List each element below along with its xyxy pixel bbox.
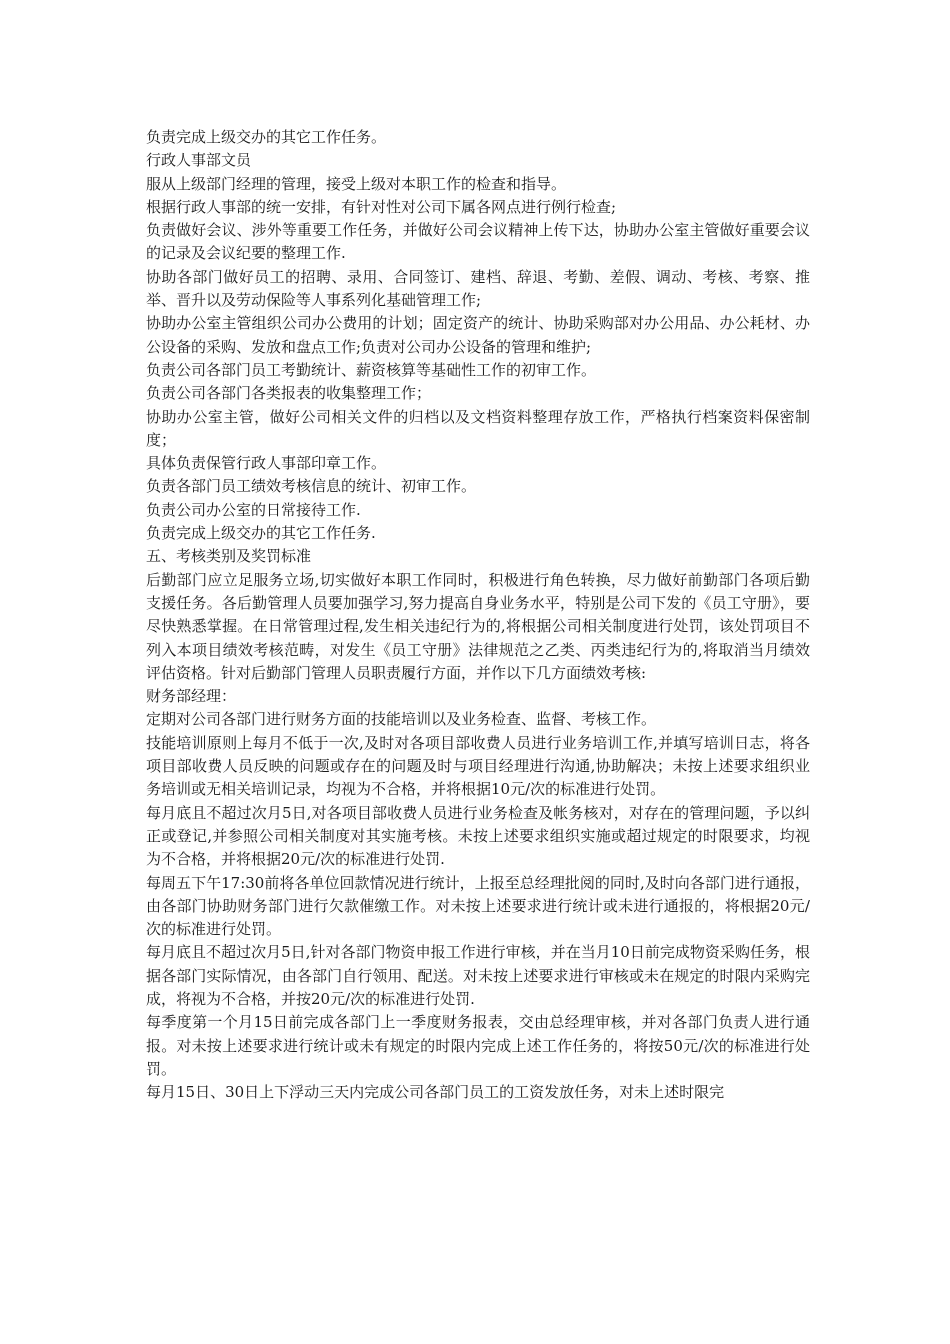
paragraph: 负责公司各部门员工考勤统计、薪资核算等基础性工作的初审工作。 bbox=[146, 360, 597, 379]
paragraph: 协助各部门做好员工的招聘、录用、合同签订、建档、辞退、考勤、差假、调动、考核、考察、推举、晋升以及劳动保险等人事系列化基础管理工作; bbox=[146, 267, 810, 310]
paragraph: 服从上级部门经理的管理，接受上级对本职工作的检查和指导。 bbox=[146, 174, 567, 193]
paragraph: 每月底且不超过次月5日,针对各部门物资申报工作进行审核，并在当月10日前完成物资采购任务，根据各部门实际情况，由各部门自行领用、配送。对未按上述要求进行审核或未在规定的时限内采购完成，将视为不合格，并按20元/次的标准进行处罚. bbox=[146, 943, 810, 1008]
paragraph: 负责公司办公室的日常接待工作. bbox=[146, 500, 361, 519]
paragraph: 具体负责保管行政人事部印章工作。 bbox=[146, 454, 387, 473]
document-page bbox=[146, 126, 810, 1104]
paragraph: 负责完成上级交办的其它工作任务. bbox=[146, 524, 376, 543]
paragraph: 每月15日、30日上下浮动三天内完成公司各部门员工的工资发放任务，对未上述时限完 bbox=[146, 1083, 725, 1102]
paragraph: 根据行政人事部的统一安排，有针对性对公司下属各网点进行例行检查; bbox=[146, 197, 617, 216]
paragraph: 负责公司各部门各类报表的收集整理工作； bbox=[146, 384, 432, 403]
section-heading: 财务部经理： bbox=[146, 687, 237, 706]
paragraph: 协助办公室主管，做好公司相关文件的归档以及文档资料整理存放工作，严格执行档案资料保密制度； bbox=[146, 407, 810, 449]
paragraph: 负责各部门员工绩效考核信息的统计、初审工作。 bbox=[146, 477, 477, 496]
paragraph: 定期对公司各部门进行财务方面的技能培训以及业务检查、监督、考核工作。 bbox=[146, 710, 657, 729]
paragraph: 负责做好会议、涉外等重要工作任务，并做好公司会议精神上传下达，协助办公室主管做好重要会议的记录及会议纪要的整理工作. bbox=[146, 221, 810, 263]
paragraph: 每月底且不超过次月5日,对各项目部收费人员进行业务检查及帐务核对，对存在的管理问题，予以纠正或登记,并参照公司相关制度对其实施考核。未按上述要求组织实施或超过规定的时限要求，均视为不合格，并将根据20元/次的标准进行处罚. bbox=[146, 803, 810, 869]
paragraph: 协助办公室主管组织公司办公费用的计划；固定资产的统计、协助采购部对办公用品、办公耗材、办公设备的采购、发放和盘点工作;负责对公司办公设备的管理和维护; bbox=[146, 314, 810, 356]
paragraph: 后勤部门应立足服务立场,切实做好本职工作同时，积极进行角色转换，尽力做好前勤部门各项后勤支援任务。各后勤管理人员要加强学习,努力提高自身业务水平，特别是公司下发的《员工守册》，要尽快熟悉掌握。在日常管理过程,发生相关违纪行为的,将根据公司相关制度进行处罚，该处罚项目不列入本项目绩效考核范畴，对发生《员工守册》法律规范之乙类、丙类违纪行为的,将取消当月绩效评估资格。针对后勤部门管理人员职责履行方面，并作以下几方面绩效考核: bbox=[146, 570, 810, 682]
paragraph: 负责完成上级交办的其它工作任务。 bbox=[146, 128, 387, 146]
section-heading: 五、考核类别及奖罚标准 bbox=[146, 547, 312, 566]
paragraph: 技能培训原则上每月不低于一次,及时对各项目部收费人员进行业务培训工作,并填写培训日志，将各项目部收费人员反映的问题或存在的问题及时与项目经理进行沟通,协助解决；未按上述要求组织业务培训或无相关培训记录，均视为不合格，并将根据10元/次的标准进行处罚。 bbox=[146, 733, 810, 799]
paragraph: 每周五下午17:30前将各单位回款情况进行统计，上报至总经理批阅的同时,及时向各部门进行通报，由各部门协助财务部门进行欠款催缴工作。对未按上述要求进行统计或未进行通报的，将根据20元/次的标准进行处罚。 bbox=[146, 873, 810, 939]
section-heading: 行政人事部文员 bbox=[146, 151, 252, 170]
paragraph: 每季度第一个月15日前完成各部门上一季度财务报表，交由总经理审核，并对各部门负责人进行通报。对未按上述要求进行统计或未有规定的时限内完成上述工作任务的，将按50元/次的标准进行处罚。 bbox=[146, 1013, 810, 1078]
